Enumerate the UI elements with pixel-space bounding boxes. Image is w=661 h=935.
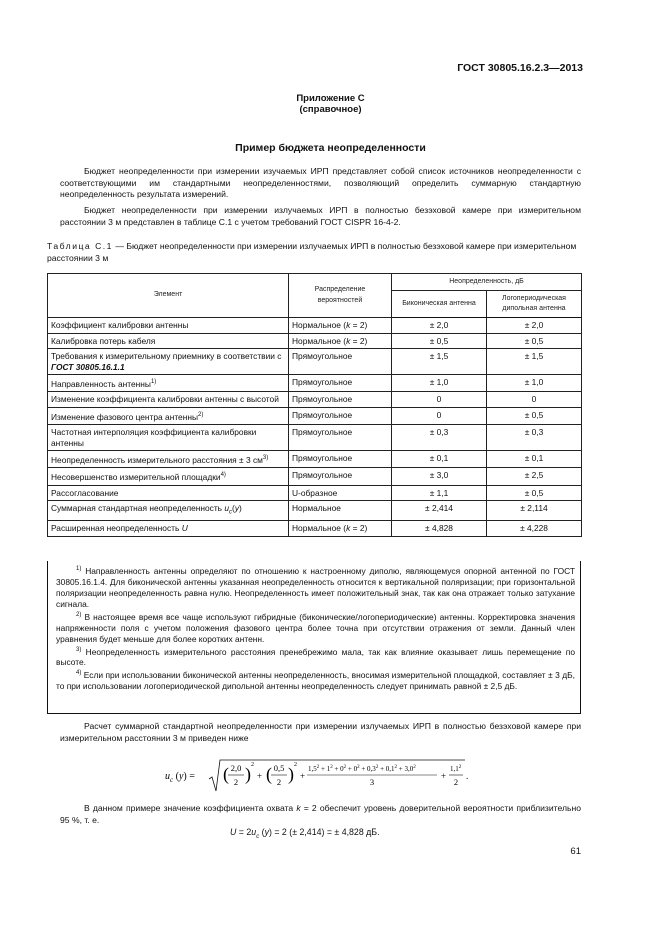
- cell-element: Частотная интерполяция коэффициента калибровки антенны: [48, 425, 289, 451]
- cell-dist: Нормальное (k = 2): [289, 521, 392, 537]
- cell-log: ± 0,3: [487, 425, 582, 451]
- cell-log: ± 4,228: [487, 521, 582, 537]
- cell-dist: Прямоугольное: [289, 392, 392, 408]
- cell-element: Несовершенство измерительной площадки$^{4)}$: [48, 468, 289, 485]
- cell-bic: ± 2,414: [392, 501, 487, 521]
- cell-dist: Прямоугольное: [289, 425, 392, 451]
- col-header-distribution: Распределение вероятностей: [289, 274, 392, 318]
- cell-dist: Прямоугольное: [289, 451, 392, 468]
- cell-bic: 0: [392, 407, 487, 424]
- combined-uncertainty-formula: [165, 757, 605, 797]
- calc-paragraph: Расчет суммарной стандартной неопределенности при измерении излучаемых ИРП в полностью безэховой камере при измерительном расстоянии 3 м приведен ниже: [60, 721, 581, 743]
- term-c-num: $1,5^2 + 1^2 + 0^2 + 0^2 + 0,3^2 + 0,1^2 + 3,0^2$: [308, 765, 416, 773]
- cell-log: ± 2,114: [487, 501, 582, 521]
- appendix-heading: [0, 93, 661, 115]
- table-caption-label: Таблица С.1: [47, 241, 113, 251]
- table-row: [48, 485, 582, 501]
- footnote-1: $^{1)}$ Направленность антенны определяют по отношению к настроенному диполю, являющемуся опорной антенной по ГОСТ 30805.16.1.4. Для биконической антенны указанная неопределенность относится к вертикальной поляризации; при горизонтальной поляризации неопределенность равна нулю. Неопределенность имеет положительный знак, так как она отражает только затухание сигнала.: [56, 565, 575, 609]
- cell-dist: Прямоугольное: [289, 375, 392, 392]
- table-row: [48, 375, 582, 392]
- page-number: 61: [570, 846, 581, 857]
- term-d-num: $1,1^2$: [450, 765, 462, 773]
- cell-bic: ± 1,5: [392, 349, 487, 375]
- cell-log: ± 0,1: [487, 451, 582, 468]
- cell-dist: Прямоугольное: [289, 468, 392, 485]
- col-header-element: Элемент: [48, 274, 289, 318]
- formula-lhs: $u_c$ (y) =: [165, 771, 195, 784]
- uncertainty-table: [47, 273, 582, 537]
- table-row: [48, 425, 582, 451]
- cell-bic: ± 2,0: [392, 318, 487, 334]
- cell-bic: ± 0,5: [392, 333, 487, 349]
- cell-log: ± 0,5: [487, 485, 582, 501]
- cell-log: ± 2,0: [487, 318, 582, 334]
- footnote-2: $^{2)}$ В настоящее время все чаще используют гибридные (биконические/логопериодические) антенны. Корректировка значения напряженности поля с учетом положения фазового центра более точна при отсутствии отражения от земли. Данный член уравнения будет меньше для более коротких антенн.: [56, 611, 575, 644]
- table-row: [48, 468, 582, 485]
- coverage-paragraph: В данном примере значение коэффициента охвата k = 2 обеспечит уровень доверительной вероятности приблизительно 95 %, т. е.: [60, 803, 582, 825]
- cell-element: Расширенная неопределенность U: [48, 521, 289, 537]
- cell-element: Неопределенность измерительного расстояния ± 3 $см^{3)}$: [48, 451, 289, 468]
- standard-header: ГОСТ 30805.16.2.3—2013: [457, 62, 583, 74]
- cell-bic: ± 0,1: [392, 451, 487, 468]
- svg-text:2: 2: [251, 762, 254, 768]
- table-row: [48, 333, 582, 349]
- cell-log: ± 1,5: [487, 349, 582, 375]
- svg-text:+: +: [257, 771, 263, 781]
- cell-element: Направленность антенны$^{1)}$: [48, 375, 289, 392]
- cell-log: ± 1,0: [487, 375, 582, 392]
- cell-element: Коэффициент калибровки антенны: [48, 318, 289, 334]
- appendix-title: Приложение С: [296, 93, 365, 104]
- col-header-logperiodic: Логопериодическая дипольная антенна: [487, 291, 582, 318]
- table-caption-text: — Бюджет неопределенности при измерении излучаемых ИРП в полностью безэховой камере при измерительном расстоянии 3 м: [47, 241, 577, 263]
- cell-log: ± 0,5: [487, 333, 582, 349]
- cell-bic: ± 1,1: [392, 485, 487, 501]
- cell-log: ± 2,5: [487, 468, 582, 485]
- paragraph-2: Бюджет неопределенности при измерении излучаемых ИРП в полностью безэховой камере при измерительном расстоянии 3 м представлен в таблице С.1 с учетом требований ГОСТ CISPR 16-4-2.: [60, 205, 581, 227]
- cell-element: Калибровка потерь кабеля: [48, 333, 289, 349]
- cell-element: Изменение фазового центра антенны$^{2)}$: [48, 407, 289, 424]
- cell-bic: 0: [392, 392, 487, 408]
- table-row: [48, 407, 582, 424]
- svg-text:.: .: [466, 771, 469, 781]
- cell-element: Требования к измерительному приемнику в соответствии с ГОСТ 30805.16.1.1: [48, 349, 289, 375]
- cell-bic: ± 0,3: [392, 425, 487, 451]
- cell-dist: Прямоугольное: [289, 407, 392, 424]
- svg-text:2: 2: [294, 762, 297, 768]
- col-header-uncertainty: Неопределенность, дБ: [392, 274, 582, 291]
- term-b-num: 0,5: [273, 763, 285, 773]
- footnote-3: $^{3)}$ Неопределенность измерительного расстояния пренебрежимо мала, так как влияние оказывает лишь перемещение по высоте.: [56, 646, 575, 668]
- cell-log: 0: [487, 392, 582, 408]
- table-row: [48, 521, 582, 537]
- cell-element: Изменение коэффициента калибровки антенны с высотой: [48, 392, 289, 408]
- table-row: [48, 451, 582, 468]
- svg-text:(: (: [266, 764, 272, 784]
- table-row: [48, 349, 582, 375]
- term-d-den: 2: [453, 777, 459, 787]
- paragraph-1: Бюджет неопределенности при измерении изучаемых ИРП представляет собой список источников неопределенности с соответствующими им стандартными неопределенностями, позволяющий определить суммарную стандартную неопределенность результата измерений.: [60, 166, 581, 200]
- footnote-4: $^{4)}$ Если при использовании биконической антенны неопределенность, вносимая измерительной площадкой, составляет ± 3 дБ, то при использовании логопериодической дипольной антенны неопределенность следует принимать равной ± 2,5 дБ.: [56, 670, 575, 692]
- expanded-uncertainty-formula: $U = 2u_c$ (y) = 2 (± 2,414) = ± 4,828 дБ.: [230, 827, 380, 840]
- svg-text:): ): [245, 764, 251, 784]
- cell-bic: ± 4,828: [392, 521, 487, 537]
- table-footnotes: [47, 561, 581, 714]
- cell-dist: Прямоугольное: [289, 349, 392, 375]
- svg-text:(: (: [223, 764, 229, 784]
- appendix-subtitle: (справочное): [299, 104, 362, 115]
- svg-text:): ): [288, 764, 294, 784]
- example-title: Пример бюджета неопределенности: [235, 142, 426, 154]
- cell-bic: ± 3,0: [392, 468, 487, 485]
- term-b-den: 2: [276, 777, 282, 787]
- cell-dist: Нормальное (k = 2): [289, 318, 392, 334]
- term-a-den: 2: [233, 777, 239, 787]
- svg-text:+: +: [300, 771, 306, 781]
- cell-dist: Нормальное (k = 2): [289, 333, 392, 349]
- cell-bic: ± 1,0: [392, 375, 487, 392]
- cell-dist: Нормальное: [289, 501, 392, 521]
- cell-element: Рассогласование: [48, 485, 289, 501]
- term-c-den: 3: [369, 777, 375, 787]
- table-row: [48, 318, 582, 334]
- table-row: [48, 392, 582, 408]
- col-header-biconical: Биконическая антенна: [392, 291, 487, 318]
- cell-element: Суммарная стандартная неопределенность $u_c(y)$: [48, 501, 289, 521]
- cell-log: ± 0,5: [487, 407, 582, 424]
- table-row: [48, 501, 582, 521]
- term-a-num: 2,0: [230, 763, 242, 773]
- table-caption: [47, 241, 581, 264]
- svg-text:+: +: [441, 771, 447, 781]
- cell-dist: U-образное: [289, 485, 392, 501]
